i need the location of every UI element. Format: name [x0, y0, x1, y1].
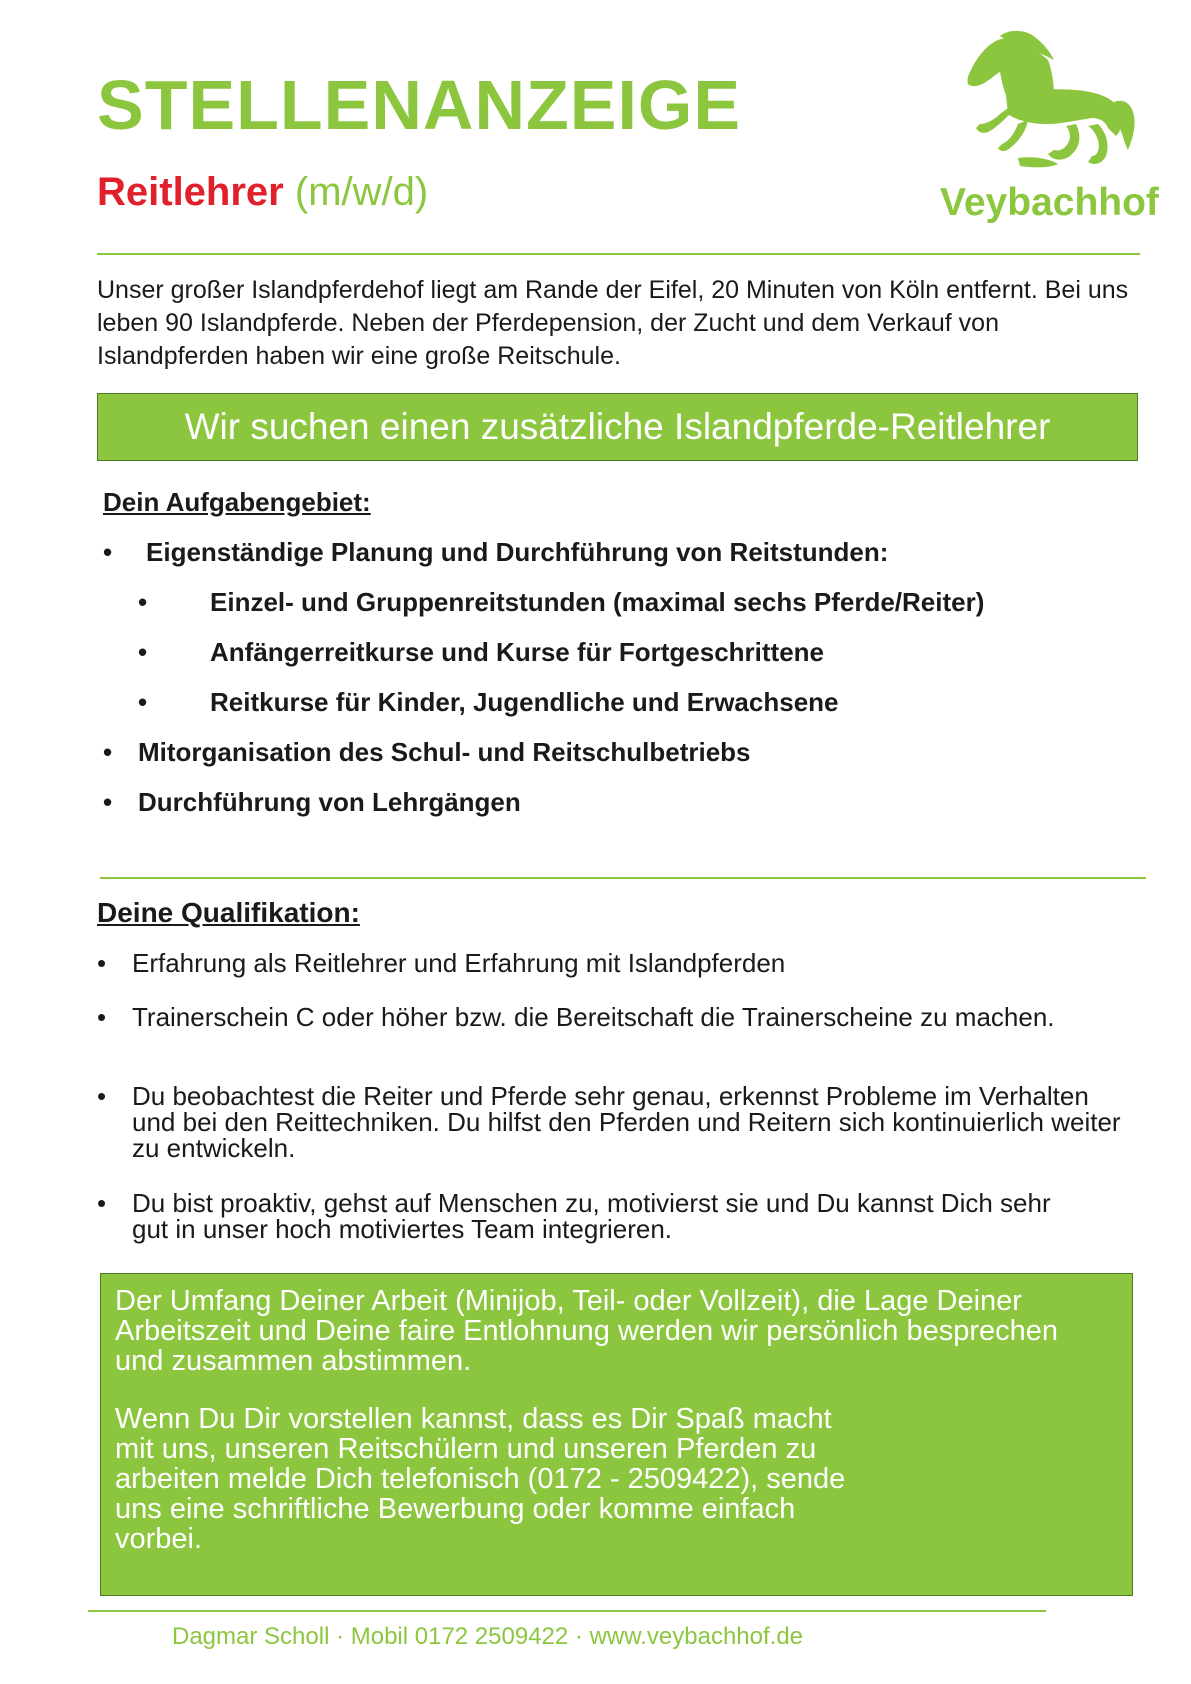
closing-box	[100, 1273, 1133, 1596]
qualification-text: Du bist proaktiv, gehst auf Menschen zu, motivierst sie und Du kannst Dich sehr gut in unser hoch motiviertes Team integrieren.	[132, 1188, 1051, 1244]
divider	[100, 877, 1146, 879]
bullet: •	[97, 948, 107, 978]
job-title-line	[97, 172, 428, 212]
qualification-text: Erfahrung als Reitlehrer und Erfahrung mit Islandpferden	[132, 948, 786, 978]
logo	[940, 28, 1159, 228]
horse-icon	[958, 28, 1138, 178]
divider	[88, 1610, 1046, 1612]
bullet: •	[103, 737, 113, 767]
search-banner: Wir suchen einen zusätzliche Islandpferde-Reitlehrer	[97, 393, 1138, 461]
task-text: Reitkurse für Kinder, Jugendliche und Erwachsene	[210, 687, 839, 717]
bullet: •	[97, 1188, 107, 1218]
task-text: Einzel- und Gruppenreitstunden (maximal sechs Pferde/Reiter)	[210, 587, 985, 617]
job-suffix: (m/w/d)	[294, 170, 429, 214]
closing-paragraph-1: Der Umfang Deiner Arbeit (Minijob, Teil- oder Vollzeit), die Lage Deiner Arbeitszeit und Deine faire Entlohnung werden wir persönlich besprechen und zusammen abstimmen.	[115, 1285, 1059, 1377]
bullet: •	[138, 587, 148, 617]
task-text: Anfängerreitkurse und Kurse für Fortgeschrittene	[210, 637, 824, 667]
bullet: •	[97, 1081, 107, 1111]
closing-paragraph-2: Wenn Du Dir vorstellen kannst, dass es Dir Spaß macht mit uns, unseren Reitschülern und unseren Pferden zu arbeiten melde Dich telefonisch (0172 - 2509422), sende uns eine schriftliche Bewerbung oder komme einfach vorbei.	[115, 1403, 846, 1555]
qualification-text: Du beobachtest die Reiter und Pferde sehr genau, erkennst Probleme im Verhalten und bei den Reittechniken. Du hilfst den Pferden und Reitern sich kontinuierlich weiter zu entwickeln.	[132, 1081, 1121, 1163]
bullet: •	[97, 1002, 107, 1032]
tasks-heading: Dein Aufgabengebiet:	[103, 487, 371, 517]
bullet: •	[138, 687, 148, 717]
task-text: Eigenständige Planung und Durchführung von Reitstunden:	[146, 537, 889, 567]
task-text: Durchführung von Lehrgängen	[138, 787, 521, 817]
job-title: Reitlehrer	[97, 170, 284, 214]
intro-text: Unser großer Islandpferdehof liegt am Rande der Eifel, 20 Minuten von Köln entfernt. Bei uns leben 90 Islandpferde. Neben der Pferdepension, der Zucht und dem Verkauf von Islandpferden haben wir eine große Reitschule.	[97, 276, 1129, 370]
footer-contact: Dagmar Scholl · Mobil 0172 2509422 · www.veybachhof.de	[172, 1623, 804, 1650]
qualification-text: Trainerschein C oder höher bzw. die Bereitschaft die Trainerscheine zu machen.	[132, 1002, 1055, 1032]
bullet: •	[138, 637, 148, 667]
logo-name: Veybachhof	[940, 181, 1159, 224]
qualification-heading: Deine Qualifikation:	[97, 897, 360, 928]
bullet: •	[103, 787, 113, 817]
divider	[97, 253, 1140, 255]
bullet: •	[103, 537, 113, 567]
task-text: Mitorganisation des Schul- und Reitschulbetriebs	[138, 737, 751, 767]
page-title: STELLENANZEIGE	[97, 66, 742, 144]
